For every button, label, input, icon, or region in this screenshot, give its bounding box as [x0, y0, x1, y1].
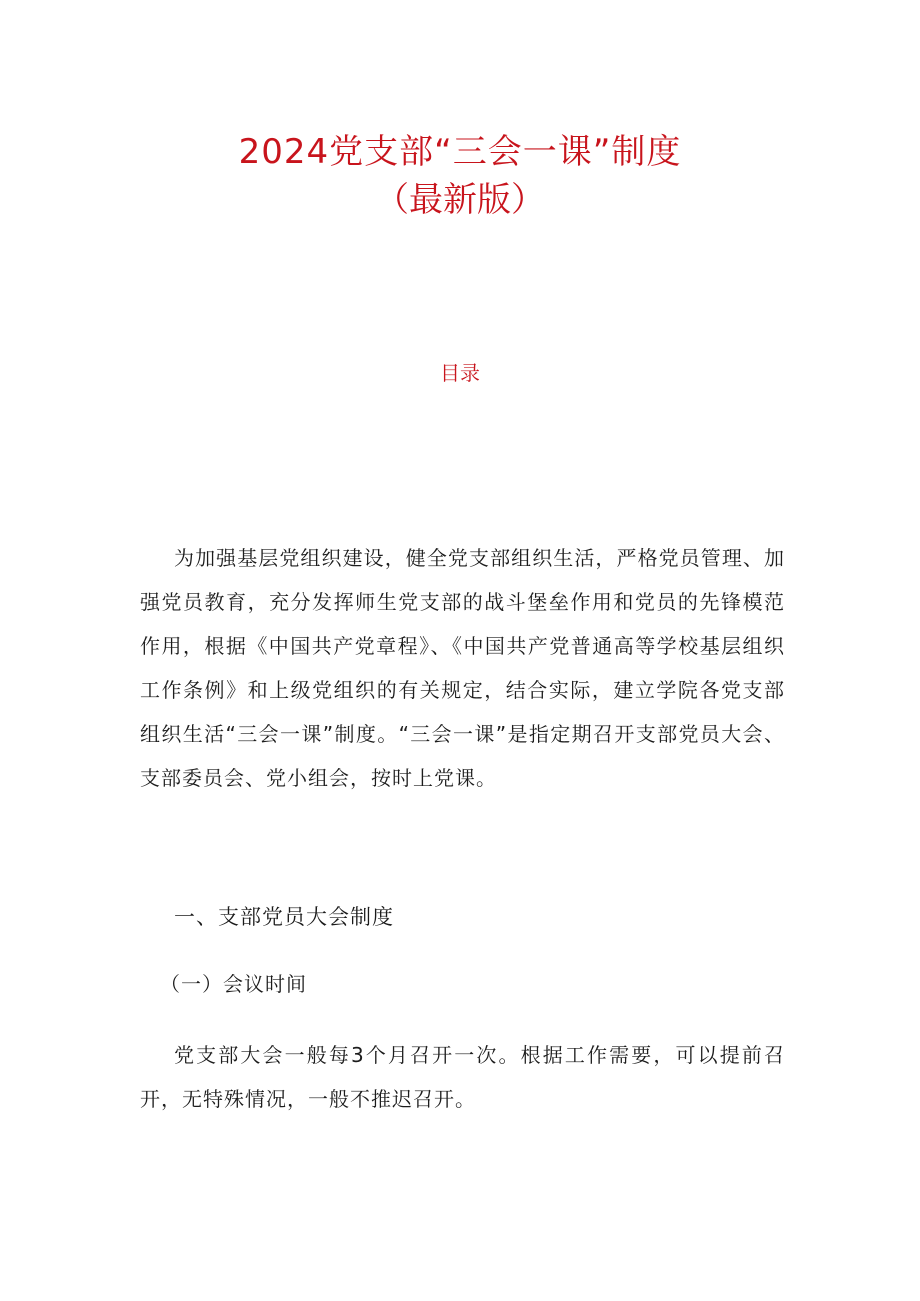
section-heading: 一、支部党员大会制度: [174, 905, 394, 929]
meeting-time-paragraph: 党支部大会一般每3个月召开一次。根据工作需要，可以提前召开，无特殊情况，一般不推迟召开。: [140, 1043, 785, 1111]
subsection-heading: （一）会议时间: [160, 972, 307, 996]
document-title: 2024党支部“三会一课”制度: [238, 132, 682, 172]
document-subtitle: （最新版）: [375, 180, 545, 220]
intro-paragraph: 为加强基层党组织建设，健全党支部组织生活，严格党员管理、加强党员教育，充分发挥师生党支部的战斗堡垒作用和党员的先锋模范作用，根据《中国共产党章程》、《中国共产党普通高等学校基层组织工作条例》和上级党组织的有关规定，结合实际，建立学院各党支部组织生活“三会一课”制度。“三会一课”是指定期召开支部党员大会、支部委员会、党小组会，按时上党课。: [140, 546, 785, 790]
toc-heading: 目录: [440, 361, 480, 385]
